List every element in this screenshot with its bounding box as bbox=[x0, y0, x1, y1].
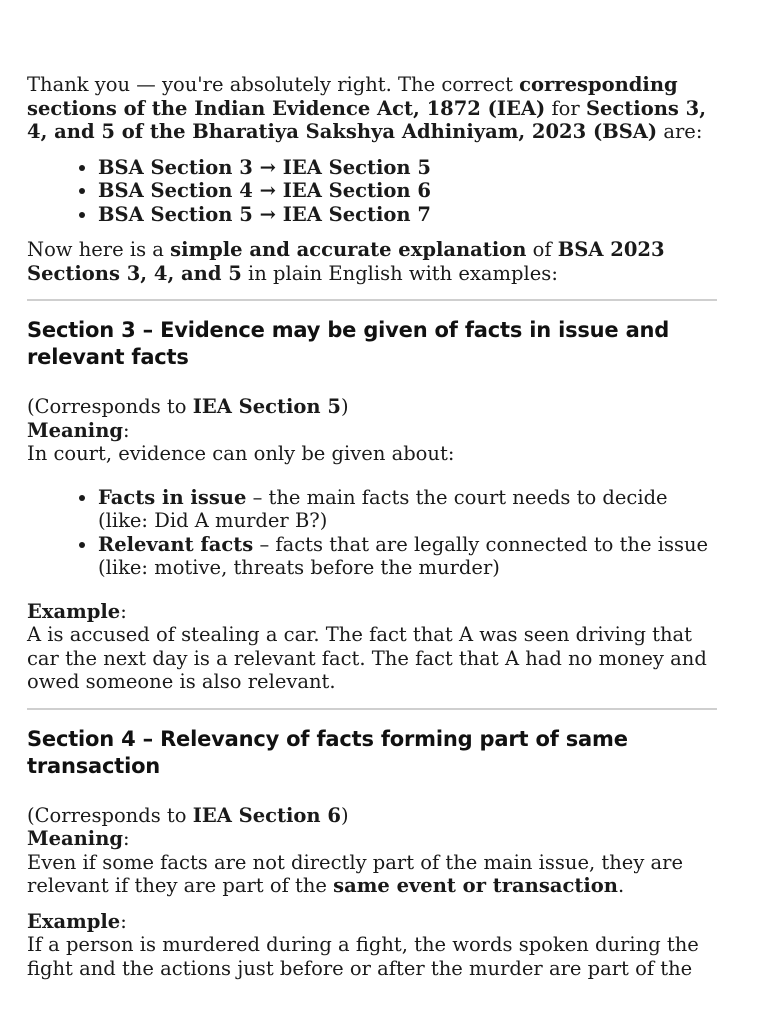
section4-meaning-text bbox=[27, 851, 717, 898]
corresponds-text: ) bbox=[340, 803, 349, 827]
divider bbox=[27, 708, 717, 710]
document-body bbox=[27, 73, 717, 980]
intro-bold-iea: corresponding sections of the Indian Evidence Act, 1872 (IEA) bbox=[27, 73, 678, 120]
bullet-term: Facts in issue bbox=[98, 485, 247, 509]
intro-text: are: bbox=[657, 120, 703, 143]
mapping-item-text: BSA Section 4 → IEA Section 6 bbox=[98, 179, 431, 202]
example-label: Example bbox=[27, 599, 121, 623]
bullet-text: – facts that are legally connected to the issue (like: motive, threats before the murder) bbox=[98, 532, 709, 579]
section3-heading: Section 3 – Evidence may be given of facts in issue and relevant facts bbox=[27, 318, 670, 369]
section-mapping-list bbox=[27, 156, 717, 227]
mapping-item bbox=[98, 203, 717, 227]
explanation-text: of bbox=[526, 238, 558, 261]
divider bbox=[27, 299, 717, 301]
section3-corresponds bbox=[27, 395, 717, 419]
intro-paragraph bbox=[27, 73, 717, 144]
list-item bbox=[98, 486, 717, 533]
bullet-term: Relevant facts bbox=[98, 532, 254, 556]
section3-example-text: A is accused of stealing a car. The fact that A was seen driving that car the next day is a relevant fact. The fact that A had no money and owed someone is also relevant. bbox=[27, 623, 707, 693]
meaning-label: Meaning bbox=[27, 827, 124, 850]
mapping-item-text: BSA Section 5 → IEA Section 7 bbox=[98, 202, 431, 226]
colon: : bbox=[123, 827, 130, 850]
mapping-item bbox=[98, 156, 717, 180]
corresponds-text: (Corresponds to bbox=[27, 803, 193, 827]
bullet-text: – the main facts the court needs to decide (like: Did A murder B?) bbox=[98, 485, 668, 532]
explanation-bold: simple and accurate explanation bbox=[170, 238, 527, 261]
colon: : bbox=[120, 909, 127, 933]
intro-bold-bsa: Sections 3, 4, and 5 of the Bharatiya Sakshya Adhiniyam, 2023 (BSA) bbox=[27, 96, 707, 143]
corresponds-text: (Corresponds to bbox=[27, 395, 193, 418]
corresponds-section: IEA Section 5 bbox=[192, 395, 341, 418]
section4-example-label bbox=[27, 910, 717, 934]
mapping-item bbox=[98, 179, 717, 203]
meaning-bold: same event or transaction bbox=[333, 874, 618, 897]
section3-example-label bbox=[27, 600, 717, 624]
section4-example-text: If a person is murdered during a fight, the words spoken during the fight and the actions just before or after the murder are part of the bbox=[27, 933, 699, 980]
colon: : bbox=[120, 599, 127, 623]
intro-text: for bbox=[545, 96, 586, 120]
meaning-label: Meaning bbox=[27, 418, 124, 442]
section4-corresponds bbox=[27, 804, 717, 828]
section3-meaning-label bbox=[27, 419, 717, 443]
example-label: Example bbox=[27, 909, 121, 933]
section4-meaning-label bbox=[27, 827, 717, 851]
explanation-text: in plain English with examples: bbox=[241, 261, 558, 285]
intro-text: Thank you — you're absolutely right. The correct bbox=[27, 73, 520, 96]
meaning-text: Even if some facts are not directly part of the main issue, they are relevant if they are part of the bbox=[27, 850, 684, 897]
corresponds-text: ) bbox=[340, 395, 349, 418]
section3-bullet-list bbox=[27, 486, 717, 580]
list-item bbox=[98, 533, 717, 580]
corresponds-section: IEA Section 6 bbox=[192, 803, 341, 827]
explanation-bold: BSA 2023 Sections 3, 4, and 5 bbox=[27, 238, 665, 285]
mapping-item-text: BSA Section 3 → IEA Section 5 bbox=[98, 155, 431, 179]
explanation-paragraph bbox=[27, 238, 717, 285]
colon: : bbox=[123, 418, 130, 442]
section3-meaning-text: In court, evidence can only be given about: bbox=[27, 442, 455, 465]
spacer bbox=[27, 898, 717, 910]
meaning-text: . bbox=[617, 874, 625, 897]
explanation-text: Now here is a bbox=[27, 238, 171, 261]
section4-heading: Section 4 – Relevancy of facts forming part of same transaction bbox=[27, 726, 628, 778]
